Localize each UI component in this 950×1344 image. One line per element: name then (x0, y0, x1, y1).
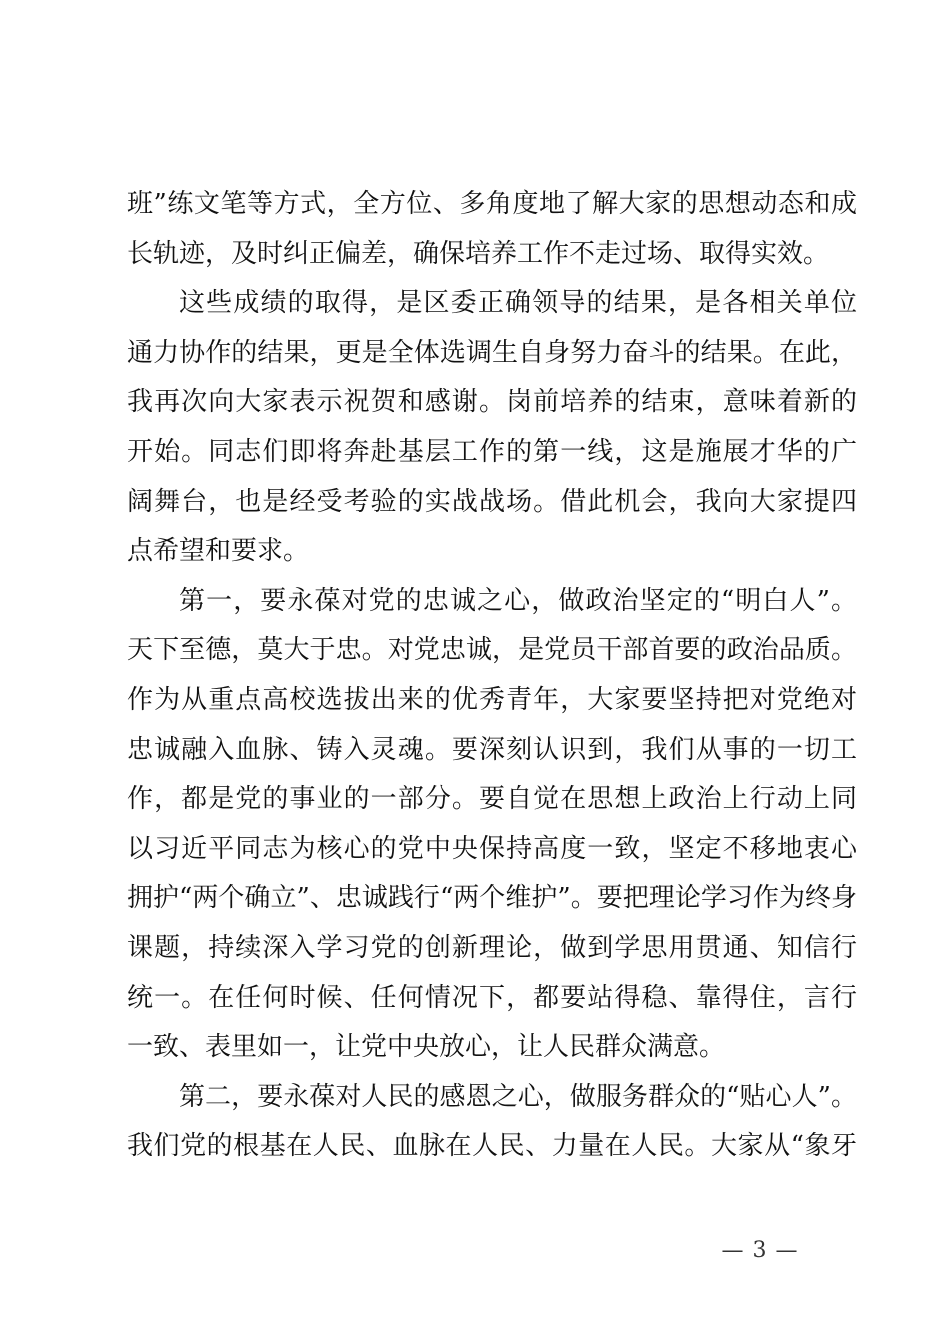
text-line: 作为从重点高校选拔出来的优秀青年，大家要坚持把对党绝对 (127, 684, 857, 715)
text-line: 我们党的根基在人民、血脉在人民、力量在人民。大家从“象牙 (127, 1131, 857, 1162)
text-line: 拥护“两个确立”、忠诚践行“两个维护”。要把理论学习作为终身 (127, 883, 857, 914)
text-line: 天下至德，莫大于忠。对党忠诚，是党员干部首要的政治品质。 (127, 635, 857, 666)
text-line: 以习近平同志为核心的党中央保持高度一致，坚定不移地衷心 (127, 833, 857, 864)
document-body (127, 180, 857, 1172)
text-line: 统一。在任何时候、任何情况下，都要站得稳、靠得住，言行 (127, 982, 857, 1013)
text-line: 课题，持续深入学习党的创新理论，做到学思用贯通、知信行 (127, 932, 857, 963)
text-line: 一致、表里如一，让党中央放心，让人民群众满意。 (127, 1032, 726, 1063)
text-line: 阔舞台，也是经受考验的实战战场。借此机会，我向大家提四 (127, 486, 857, 517)
text-line: 忠诚融入血脉、铸入灵魂。要深刻认识到，我们从事的一切工 (127, 734, 857, 765)
paragraph-first-line: 这些成绩的取得，是区委正确领导的结果，是各相关单位 (179, 288, 857, 319)
text-line: 作，都是党的事业的一部分。要自觉在思想上政治上行动上同 (127, 784, 857, 815)
text-line: 通力协作的结果，更是全体选调生自身努力奋斗的结果。在此， (127, 337, 857, 368)
text-line: 班”练文笔等方式，全方位、多角度地了解大家的思想动态和成 (127, 189, 857, 219)
paragraph-first-line: 第一，要永葆对党的忠诚之心，做政治坚定的“明白人”。 (179, 585, 857, 616)
text-line: 开始。同志们即将奔赴基层工作的第一线，这是施展才华的广 (127, 436, 857, 467)
page-number: — 3 — (721, 1238, 799, 1263)
text-line: 我再次向大家表示祝贺和感谢。岗前培养的结束，意味着新的 (127, 387, 857, 418)
text-line: 点希望和要求。 (127, 536, 310, 567)
text-line: 长轨迹，及时纠正偏差，确保培养工作不走过场、取得实效。 (127, 238, 830, 269)
paragraph-first-line: 第二，要永葆对人民的感恩之心，做服务群众的“贴心人”。 (179, 1081, 857, 1112)
